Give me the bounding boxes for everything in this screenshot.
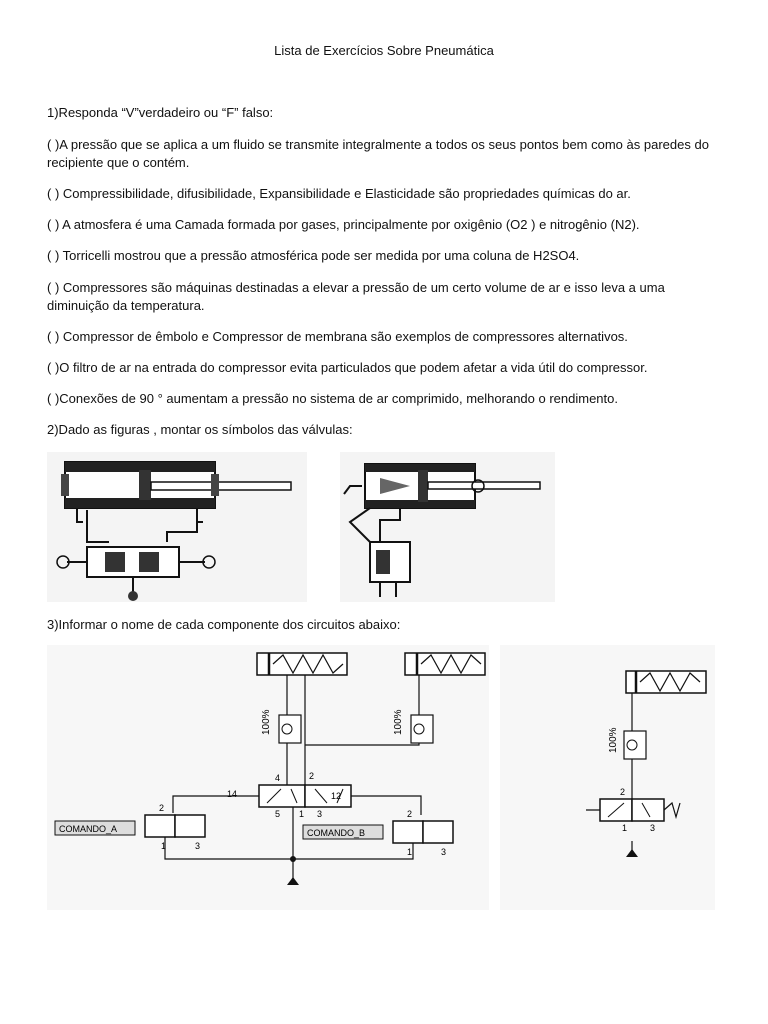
command-a-label: COMANDO_A: [59, 824, 118, 834]
question-3-prompt: 3)Informar o nome de cada componente dos circuitos abaixo:: [47, 617, 401, 632]
valve-b-port-3: 3: [441, 847, 447, 857]
q1-item-1: ( )A pressão que se aplica a um fluido se transmite integralmente a todos os seus pontos bem como às paredes do recipiente que o contém.: [47, 137, 709, 170]
percent-label-right: 100%: [393, 709, 404, 735]
q1-item-8: ( )Conexões de 90 ° aumentam a pressão no sistema de ar comprimido, melhorando o rendimento.: [47, 391, 618, 406]
port-4: 4: [275, 773, 281, 783]
port-14: 14: [227, 789, 238, 799]
q1-item-2: ( ) Compressibilidade, difusibilidade, Expansibilidade e Elasticidade são propriedades químicas do ar.: [47, 186, 631, 201]
percent-label-left: 100%: [261, 709, 272, 735]
valve-2-port-3: 3: [650, 823, 656, 833]
port-5: 5: [275, 809, 281, 819]
circuit-diagram-2: [500, 645, 715, 910]
percent-label-2: 100%: [608, 727, 619, 753]
valve-b-port-1: 1: [407, 847, 413, 857]
port-1: 1: [299, 809, 305, 819]
q1-item-5: ( ) Compressores são máquinas destinadas a elevar a pressão de um certo volume de ar e isso leva a uma diminuição da temperatura.: [47, 280, 665, 313]
q1-item-3: ( ) A atmosfera é uma Camada formada por gases, principalmente por oxigênio (O2 ) e nitrogênio (N2).: [47, 217, 640, 232]
q1-item-6: ( ) Compressor de êmbolo e Compressor de membrana são exemplos de compressores alternativos.: [47, 329, 628, 344]
port-12: 12: [331, 791, 342, 801]
question-1-prompt: 1)Responda “V”verdadeiro ou “F” falso:: [47, 105, 274, 120]
document-title: Lista de Exercícios Sobre Pneumática: [274, 43, 494, 58]
valve-b-port-2: 2: [407, 809, 413, 819]
figure-cylinder-valve-left: [47, 452, 307, 602]
valve-a-port-2: 2: [159, 803, 165, 813]
figure-cylinder-valve-right: [340, 452, 555, 602]
circuit-diagram-1: [47, 645, 489, 910]
q1-item-7: ( )O filtro de ar na entrada do compressor evita particulados que podem afetar a vida útil do compressor.: [47, 360, 648, 375]
port-3: 3: [317, 809, 323, 819]
valve-2-port-1: 1: [622, 823, 628, 833]
q1-item-4: ( ) Torricelli mostrou que a pressão atmosférica pode ser medida por uma coluna de H2SO4.: [47, 248, 580, 263]
valve-a-port-1: 1: [161, 841, 167, 851]
port-2: 2: [309, 771, 315, 781]
valve-a-port-3: 3: [195, 841, 201, 851]
valve-2-port-2: 2: [620, 787, 626, 797]
command-b-label: COMANDO_B: [307, 828, 366, 838]
question-2-prompt: 2)Dado as figuras , montar os símbolos das válvulas:: [47, 422, 353, 437]
